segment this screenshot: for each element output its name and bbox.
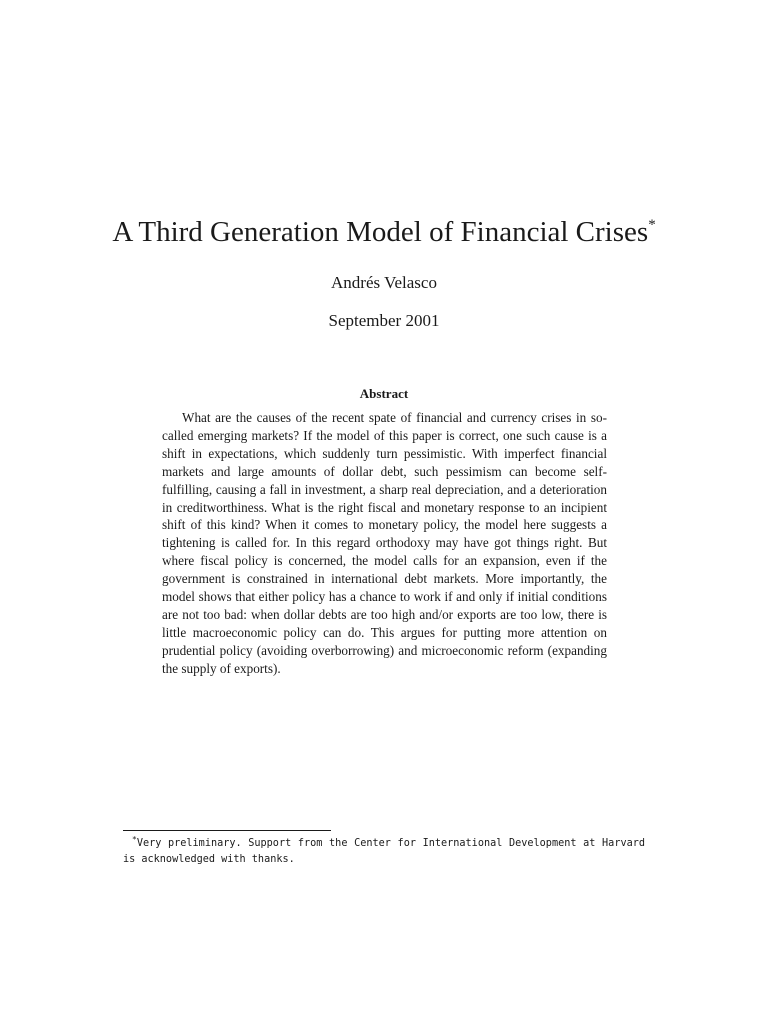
abstract-text: What are the causes of the recent spate of financial and currency crises in so-called emerging markets? If the model of this paper is correct, one such cause is a shift in expectations, which suddenly turn pessimistic. With imperfect financial markets and large amounts of dollar debt, such pessimism can become self-fulfilling, causing a fall in investment, a sharp real depreciation, and a deterioration in creditworthiness. What is the right fiscal and monetary response to an incipient shift of this kind? When it comes to monetary policy, the model here suggests a tightening is called for. In this regard orthodoxy may have got things right. But where fiscal policy is concerned, the model calls for an expansion, even if the government is constrained in international debt markets. More importantly, the model shows that either policy has a chance to work if and only if initial conditions are not too bad: when dollar debts are too high and/or exports are too low, there is little macroeconomic policy can do. This argues for putting more attention on prudential policy (avoiding overborrowing) and microeconomic reform (expanding the supply of exports).	[162, 410, 607, 676]
footnote	[123, 836, 645, 868]
paper-title	[0, 214, 768, 250]
publication-date: September 2001	[328, 311, 440, 330]
paper-title-text: A Third Generation Model of Financial Crises	[112, 216, 649, 248]
footnote-divider	[123, 830, 331, 831]
footnote-marker: *	[132, 835, 137, 844]
title-footnote-marker: *	[648, 217, 656, 233]
footnote-text: Very preliminary. Support from the Center for International Development at Harvard is acknowledged with thanks.	[123, 838, 645, 865]
author-name: Andrés Velasco	[331, 273, 437, 292]
abstract-heading: Abstract	[359, 386, 409, 401]
